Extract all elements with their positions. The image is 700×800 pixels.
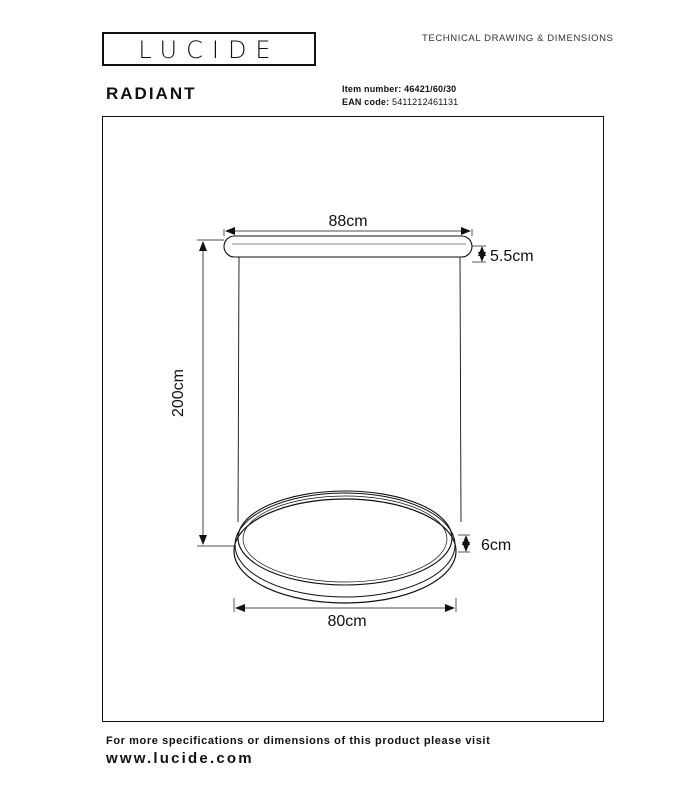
website-link[interactable]: www.lucide.com: [106, 750, 254, 767]
item-number-label: Item number:: [342, 84, 402, 94]
logo-text: LUCIDE: [138, 36, 280, 64]
label-ring-height: 6cm: [481, 537, 512, 554]
ean-code-value: 5411212461131: [392, 97, 459, 107]
dimension-drop-height: [170, 240, 236, 546]
suspension-cable-left: [238, 257, 239, 522]
product-name: RADIANT: [106, 84, 197, 103]
item-number-value: 46421/60/30: [404, 84, 457, 94]
ceiling-canopy: [224, 236, 472, 257]
header-note: TECHNICAL DRAWING & DIMENSIONS: [422, 33, 614, 44]
label-ring-width: 80cm: [327, 613, 367, 630]
label-top-height: 5.5cm: [490, 248, 534, 265]
ean-code-label: EAN code:: [342, 97, 390, 107]
dimension-top-height: [472, 246, 534, 265]
dimension-ring-height: [458, 535, 511, 554]
suspension-cable-right: [460, 257, 461, 522]
ring-luminaire: [234, 491, 456, 603]
dimension-top-width: [224, 213, 472, 236]
label-drop-height: 200cm: [170, 368, 187, 418]
footer-note: For more specifications or dimensions of this product please visit: [106, 735, 491, 747]
label-top-width: 88cm: [328, 213, 368, 230]
